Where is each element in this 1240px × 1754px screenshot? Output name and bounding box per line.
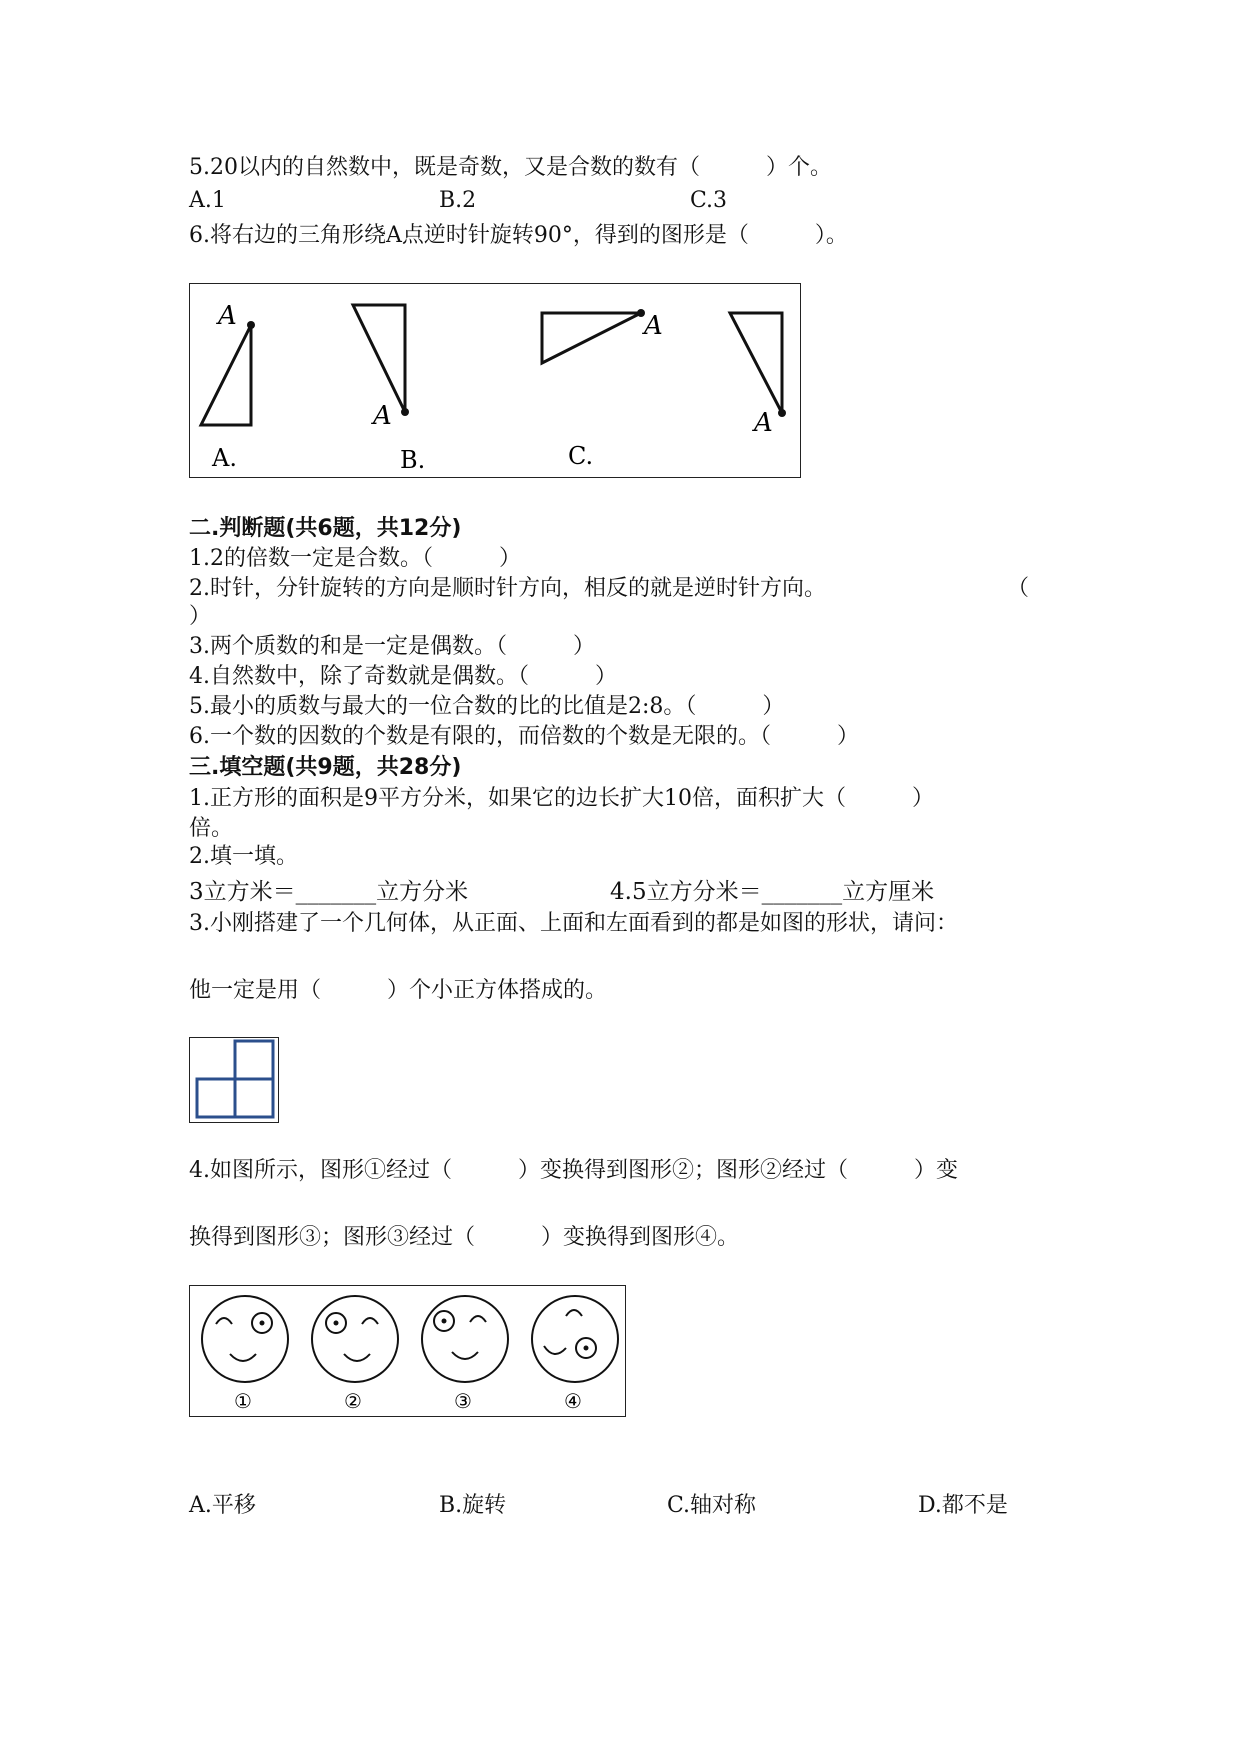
option-d-vertex-label: A <box>754 408 773 438</box>
section3-title: 三.填空题(共9题，共28分) <box>189 755 462 780</box>
face-2-mouth <box>344 1354 370 1361</box>
s3-q2-left: 3立方米＝_______立方分米 <box>189 879 469 905</box>
q4-option-a: A.平移 <box>189 1493 256 1518</box>
s3-q4-line1: 4.如图所示，图形①经过（ ）变换得到图形②；图形②经过（ ）变 <box>189 1158 958 1183</box>
q5-text: 5.20以内的自然数中，既是奇数，又是合数的数有（ ）个。 <box>189 155 832 180</box>
face-1-label: ① <box>234 1389 252 1413</box>
face-3-label: ③ <box>454 1389 472 1413</box>
option-b-vertex-label: A <box>373 401 392 431</box>
q4-option-c: C.轴对称 <box>667 1493 757 1518</box>
cube-bottom-right-square <box>235 1079 273 1117</box>
q5-option-b: B.2 <box>439 188 477 213</box>
option-b-vertex-point <box>401 408 409 416</box>
cube-view-svg <box>190 1038 278 1122</box>
face-4-mouth <box>544 1346 566 1354</box>
option-d-triangle <box>730 313 782 413</box>
s3-q4-line2: 换得到图形③；图形③经过（ ）变换得到图形④。 <box>189 1225 740 1250</box>
cube-view-figure <box>189 1037 279 1123</box>
faces-svg <box>190 1286 625 1416</box>
face-1-closed-eye <box>216 1318 232 1324</box>
s2-item-2: 2.时针，分针旋转的方向是顺时针方向，相反的就是逆时针方向。 <box>189 576 826 601</box>
q4-option-b: B.旋转 <box>439 1493 507 1518</box>
option-c-triangle <box>542 313 641 363</box>
s3-q1-line1: 1.正方形的面积是9平方分米，如果它的边长扩大10倍，面积扩大（ ） <box>189 786 934 811</box>
face-1-outline <box>202 1296 288 1382</box>
face-4-closed-eye <box>566 1310 582 1316</box>
s3-q3-line2: 他一定是用（ ）个小正方体搭成的。 <box>189 978 608 1003</box>
face-1-mouth <box>230 1354 256 1361</box>
s2-item-2-bracket-close: ） <box>189 604 212 629</box>
s3-q2-title: 2.填一填。 <box>189 844 298 869</box>
cube-top-right-square <box>235 1041 273 1079</box>
original-triangle <box>201 325 251 425</box>
original-vertex-a-point <box>247 321 255 329</box>
face-3-outline <box>422 1296 508 1382</box>
face-2-label: ② <box>344 1389 362 1413</box>
face-3-closed-eye <box>470 1316 486 1322</box>
s2-item-2-bracket-open: （ <box>1007 576 1030 601</box>
s2-item-6: 6.一个数的因数的个数是有限的，而倍数的个数是无限的。（ ） <box>189 724 859 749</box>
face-3-mouth <box>452 1352 478 1359</box>
s3-q3-line1: 3.小刚搭建了一个几何体，从正面、上面和左面看到的都是如图的形状，请问： <box>189 911 958 936</box>
face-2-pupil <box>334 1321 339 1326</box>
option-a-label: A. <box>212 444 237 472</box>
cube-bottom-left-square <box>197 1079 235 1117</box>
faces-figure <box>189 1285 626 1417</box>
face-4-outline <box>532 1296 618 1382</box>
s3-q1-line2: 倍。 <box>189 816 234 841</box>
option-c-vertex-label: A <box>644 311 663 341</box>
q5-option-c: C.3 <box>690 188 728 213</box>
option-c-label: C. <box>568 442 594 470</box>
s2-item-4: 4.自然数中，除了奇数就是偶数。（ ） <box>189 664 617 689</box>
face-1-pupil <box>260 1321 265 1326</box>
q5-option-a: A.1 <box>189 188 226 213</box>
q6-text: 6.将右边的三角形绕A点逆时针旋转90°，得到的图形是（ ）。 <box>189 223 848 248</box>
option-b-triangle <box>353 305 405 412</box>
section2-title: 二.判断题(共6题，共12分) <box>189 516 462 541</box>
s3-q2-right: 4.5立方分米＝_______立方厘米 <box>610 879 935 905</box>
triangle-options-svg <box>190 284 799 476</box>
s2-item-5: 5.最小的质数与最大的一位合数的比的比值是2:8。（ ） <box>189 694 785 719</box>
triangle-options-figure <box>189 283 801 478</box>
s2-item-1: 1.2的倍数一定是合数。（ ） <box>189 546 521 571</box>
face-3-pupil <box>442 1319 447 1324</box>
face-4-label: ④ <box>564 1389 582 1413</box>
face-2-closed-eye <box>362 1318 378 1324</box>
option-b-label: B. <box>400 446 426 474</box>
face-4-pupil <box>584 1346 589 1351</box>
s2-item-3: 3.两个质数的和是一定是偶数。（ ） <box>189 634 595 659</box>
face-2-outline <box>312 1296 398 1382</box>
q4-option-d: D.都不是 <box>918 1493 1008 1518</box>
option-d-vertex-point <box>778 409 786 417</box>
original-vertex-a-label: A <box>218 301 237 331</box>
